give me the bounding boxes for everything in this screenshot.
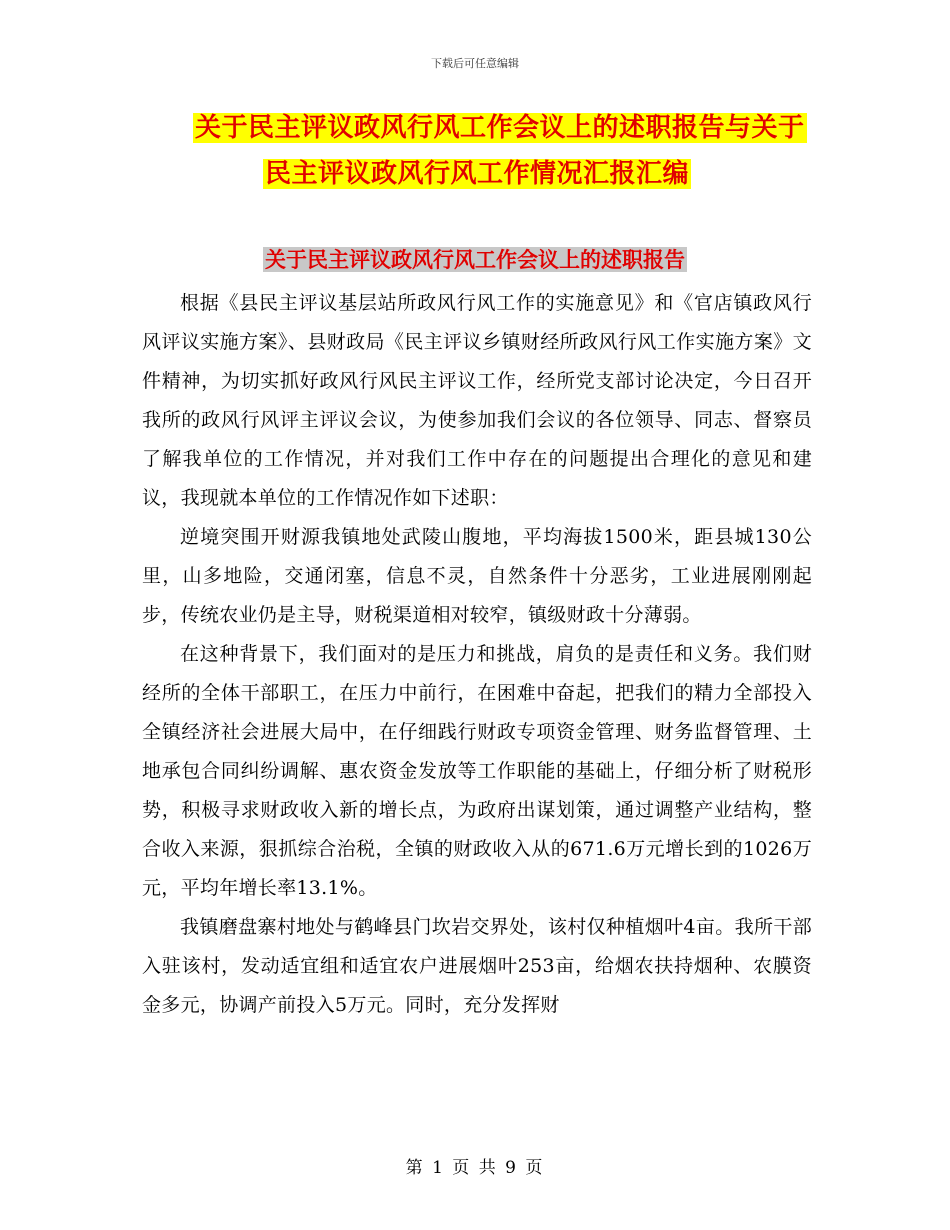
- page-number: 第 1 页 共 9 页: [405, 1158, 545, 1178]
- paragraph-3: 在这种背景下，我们面对的是压力和挑战，肩负的是责任和义务。我们财经所的全体干部职工，在压力中前行，在困难中奋起，把我们的精力全部投入全镇经济社会进展大局中，在仔细践行财政专项资金管理、财务监督管理、土地承包合同纠纷调解、惠农资金发放等工作职能的基础上，仔细分析了财税形势，积极寻求财政收入新的增长点，为政府出谋划策，通过调整产业结构，整合收入来源，狠抓综合治税，全镇的财政收入从的671.6万元增长到的1026万元，平均年增长率13.1%。: [142, 643, 812, 899]
- paragraph-4: 我镇磨盘寨村地处与鹤峰县门坎岩交界处，该村仅种植烟叶4亩。我所干部入驻该村，发动适宜组和适宜农户进展烟叶253亩，给烟农扶持烟种、农膜资金多元，协调产前投入5万元。同时，充分发挥财: [142, 916, 812, 1016]
- section-title: [0, 242, 950, 278]
- document-title-line-1-text: 关于民主评议政风行风工作会议上的述职报告与关于: [195, 113, 805, 143]
- document-title-line-2-text: 民主评议政风行风工作情况汇报汇编: [265, 159, 690, 189]
- header-note: 下载后可任意编辑: [431, 57, 519, 70]
- paragraph-1: 根据《县民主评议基层站所政风行风工作的实施意见》和《官店镇政风行风评议实施方案》、县财政局《民主评议乡镇财经所政风行风工作实施方案》文件精神，为切实抓好政风行风民主评议工作，经所党支部讨论决定，今日召开我所的政风行风评主评议会议，为使参加我们会议的各位领导、同志、督察员了解我单位的工作情况，并对我们工作中存在的问题提出合理化的意见和建议，我现就本单位的工作情况作如下述职：: [142, 292, 812, 509]
- paragraph-2: 逆境突围开财源我镇地处武陵山腹地，平均海拔1500米，距县城130公里，山多地险，交通闭塞，信息不灵，自然条件十分恶劣，工业进展刚刚起步，传统农业仍是主导，财税渠道相对较窄，镇级财政十分薄弱。: [142, 526, 812, 626]
- document-title-line-1: [193, 108, 813, 148]
- document-title-line-2: [263, 154, 733, 194]
- section-title-text: 关于民主评议政风行风工作会议上的述职报告: [265, 247, 685, 272]
- body-text: [142, 284, 812, 1025]
